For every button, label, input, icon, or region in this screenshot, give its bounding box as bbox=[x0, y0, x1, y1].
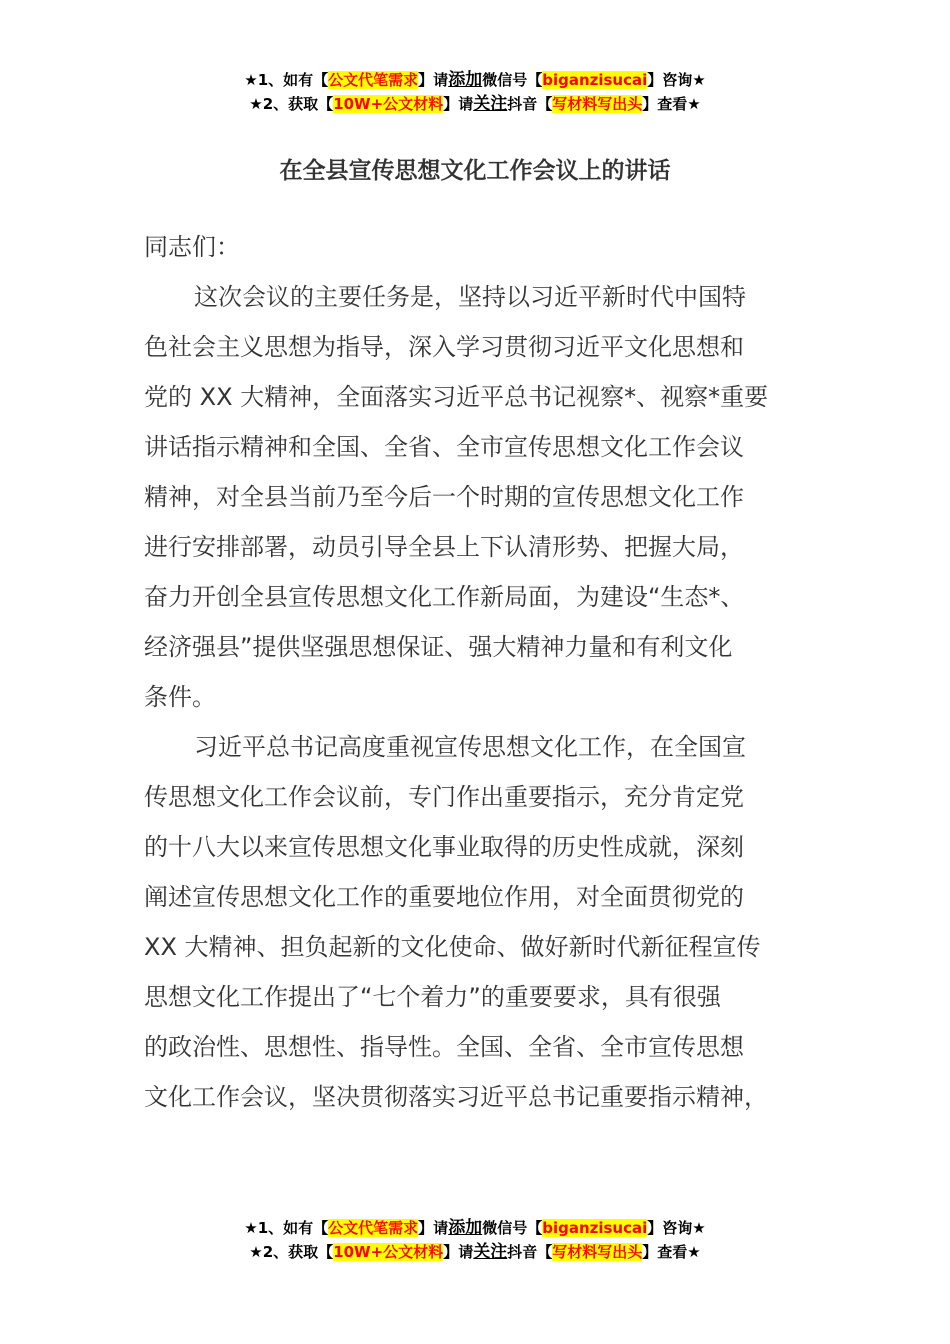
banner-emphasis: 添加 bbox=[448, 1218, 483, 1238]
body-line: 精神，对全县当前乃至今后一个时期的宣传思想文化工作 bbox=[144, 483, 744, 511]
banner-line-2 bbox=[0, 92, 950, 116]
body-line: 文化工作会议，坚决贯彻落实习近平总书记重要指示精神， bbox=[144, 1083, 768, 1111]
banner-text: ★2、获取【 bbox=[249, 1243, 334, 1261]
banner-highlight: biganzisucai bbox=[542, 71, 648, 89]
banner-text: ★1、如有【 bbox=[244, 71, 329, 89]
banner-line-1 bbox=[0, 68, 950, 92]
banner-highlight: biganzisucai bbox=[542, 1219, 648, 1237]
banner-emphasis: 关注 bbox=[473, 94, 508, 114]
body-line: 的政治性、思想性、指导性。全国、全省、全市宣传思想 bbox=[144, 1033, 744, 1061]
salutation: 同志们： bbox=[144, 233, 240, 261]
banner-text: 】咨询★ bbox=[647, 1219, 706, 1237]
banner-emphasis: 添加 bbox=[448, 70, 483, 90]
body-line: 党的 XX 大精神，全面落实习近平总书记视察*、视察*重要 bbox=[144, 383, 769, 411]
banner-highlight: 公文代笔需求 bbox=[328, 71, 419, 89]
banner-text: 】请 bbox=[418, 1219, 449, 1237]
body-line: 的十八大以来宣传思想文化事业取得的历史性成就，深刻 bbox=[144, 833, 744, 861]
body-line: 传思想文化工作会议前，专门作出重要指示，充分肯定党 bbox=[144, 783, 744, 811]
banner-line-1 bbox=[0, 1216, 950, 1240]
banner-highlight: 写材料写出头 bbox=[552, 95, 643, 113]
body-line: 这次会议的主要任务是，坚持以习近平新时代中国特 bbox=[194, 283, 746, 311]
body-line: XX 大精神、担负起新的文化使命、做好新时代新征程宣传 bbox=[144, 933, 761, 961]
banner-text: 】咨询★ bbox=[647, 71, 706, 89]
body-line: 阐述宣传思想文化工作的重要地位作用，对全面贯彻党的 bbox=[144, 883, 744, 911]
banner-text: 微信号【 bbox=[482, 71, 543, 89]
banner-text: 微信号【 bbox=[482, 1219, 543, 1237]
banner-text: 】请 bbox=[443, 1243, 474, 1261]
body-line: 经济强县”提供坚强思想保证、强大精神力量和有利文化 bbox=[144, 633, 733, 661]
banner-text: 】查看★ bbox=[642, 95, 701, 113]
banner-text: 】查看★ bbox=[642, 1243, 701, 1261]
document-body bbox=[144, 222, 814, 1122]
banner-emphasis: 关注 bbox=[473, 1242, 508, 1262]
body-line: 奋力开创全县宣传思想文化工作新局面，为建设“生态*、 bbox=[144, 583, 745, 611]
banner-text: ★2、获取【 bbox=[249, 95, 334, 113]
banner-highlight: 写材料写出头 bbox=[552, 1243, 643, 1261]
body-line: 进行安排部署，动员引导全县上下认清形势、把握大局， bbox=[144, 533, 744, 561]
body-line: 习近平总书记高度重视宣传思想文化工作，在全国宣 bbox=[194, 733, 746, 761]
body-line: 思想文化工作提出了“七个着力”的重要要求，具有很强 bbox=[144, 983, 721, 1011]
banner-text: 抖音【 bbox=[507, 95, 553, 113]
banner-highlight: 10W+公文材料 bbox=[333, 95, 444, 113]
document-title: 在全县宣传思想文化工作会议上的讲话 bbox=[279, 158, 671, 184]
banner-text: 抖音【 bbox=[507, 1243, 553, 1261]
banner-text: 】请 bbox=[418, 71, 449, 89]
banner-highlight: 10W+公文材料 bbox=[333, 1243, 444, 1261]
footer-banner bbox=[0, 1216, 950, 1264]
banner-text: ★1、如有【 bbox=[244, 1219, 329, 1237]
banner-line-2 bbox=[0, 1240, 950, 1264]
body-line: 条件。 bbox=[144, 683, 216, 711]
header-banner bbox=[0, 68, 950, 116]
body-line: 讲话指示精神和全国、全省、全市宣传思想文化工作会议 bbox=[144, 433, 744, 461]
body-line: 色社会主义思想为指导，深入学习贯彻习近平文化思想和 bbox=[144, 333, 744, 361]
banner-text: 】请 bbox=[443, 95, 474, 113]
banner-highlight: 公文代笔需求 bbox=[328, 1219, 419, 1237]
